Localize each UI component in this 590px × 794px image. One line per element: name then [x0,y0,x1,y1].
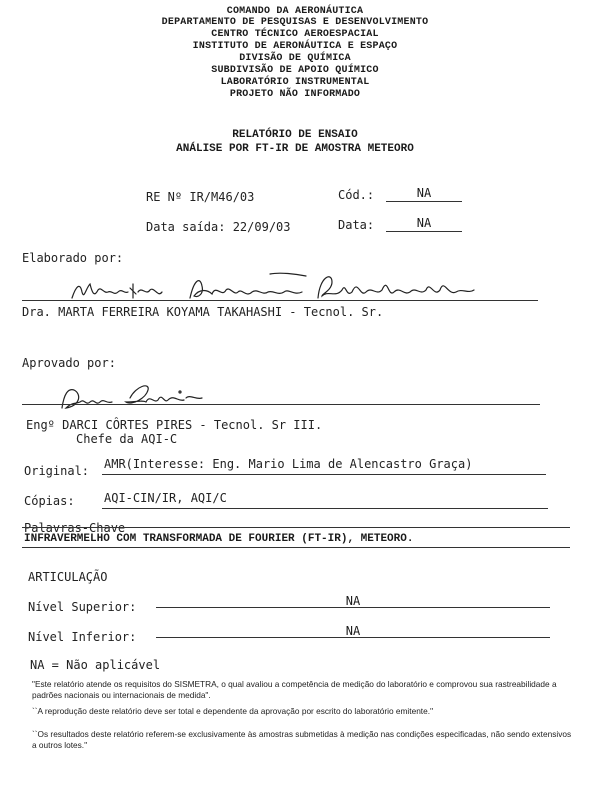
header-line-1: COMANDO DA AERONÁUTICA [226,6,364,17]
report-subtitle: ANÁLISE POR FT-IR DE AMOSTRA METEORO [176,143,414,155]
approved-by-label: Aprovado por: [22,356,116,370]
header-line-3: CENTRO TÉCNICO AEROESPACIAL [211,29,379,40]
keywords-label: Palavras-Chave [24,521,126,535]
note-results: ``Os resultados deste relatório referem-se exclusivamente às amostras submetidas à medição nas condições especificadas, não sendo extensivos a outros lotes.'' [32,729,572,750]
approved-signature-line [22,404,540,405]
data-value: NA [416,216,432,230]
upper-level-value: NA [345,594,361,608]
lower-level-value: NA [345,624,361,638]
approved-by-role: Chefe da AQI-C [76,432,178,446]
upper-level-underline [156,607,550,608]
na-legend: NA = Não aplicável [30,658,161,672]
keywords-top-line [22,527,570,528]
articulation-heading: ARTICULAÇÃO [28,570,108,584]
cod-label: Cód.: [338,188,375,202]
upper-level-label: Nível Superior: [28,600,137,614]
header-line-7: LABORATÓRIO INSTRUMENTAL [220,77,370,88]
prepared-signature-line [22,300,538,301]
report-number: RE Nº IR/M46/03 [146,190,255,204]
header-line-6: SUBDIVISÃO DE APOIO QUÍMICO [211,65,379,76]
approved-by-name: Engº DARCI CÔRTES PIRES - Tecnol. Sr III. [26,418,323,432]
header-line-2: DEPARTAMENTO DE PESQUISAS E DESENVOLVIMENTO [161,17,429,28]
lower-level-label: Nível Inferior: [28,630,137,644]
copies-underline [102,508,548,509]
note-reproduction: ``A reprodução deste relatório deve ser total e dependente da aprovação por escrito do laboratório emitente.'' [32,706,434,716]
approved-signature [56,380,226,416]
copies-value: AQI-CIN/IR, AQI/C [104,491,227,505]
original-underline [102,474,546,475]
keywords-bottom-line [22,547,570,548]
copies-label: Cópias: [24,494,75,508]
original-value: AMR(Interesse: Eng. Mario Lima de Alencastro Graça) [104,457,473,471]
prepared-by-name: Dra. MARTA FERREIRA KOYAMA TAKAHASHI - Tecnol. Sr. [22,305,384,319]
data-underline [386,231,462,232]
cod-underline [386,201,462,202]
data-label: Data: [338,218,375,232]
report-title: RELATÓRIO DE ENSAIO [232,129,358,141]
prepared-by-label: Elaborado por: [22,251,124,265]
note-sismetra: "Este relatório atende os requisitos do SISMETRA, o qual avaliou a competência de medição do laboratório e comprovou sua rastreabilidade a padrões nacionais ou internacionais de medida". [32,679,557,700]
exit-date: Data saída: 22/09/03 [146,220,291,234]
header-line-5: DIVISÃO DE QUÍMICA [239,53,351,64]
cod-value: NA [416,186,432,200]
header-line-8: PROJETO NÃO INFORMADO [229,89,361,100]
header-line-4: INSTITUTO DE AERONÁUTICA E ESPAÇO [192,41,398,52]
keywords-value: INFRAVERMELHO COM TRANSFORMADA DE FOURIER (FT-IR), METEORO. [24,533,414,545]
original-label: Original: [24,464,90,478]
lower-level-underline [156,637,550,638]
